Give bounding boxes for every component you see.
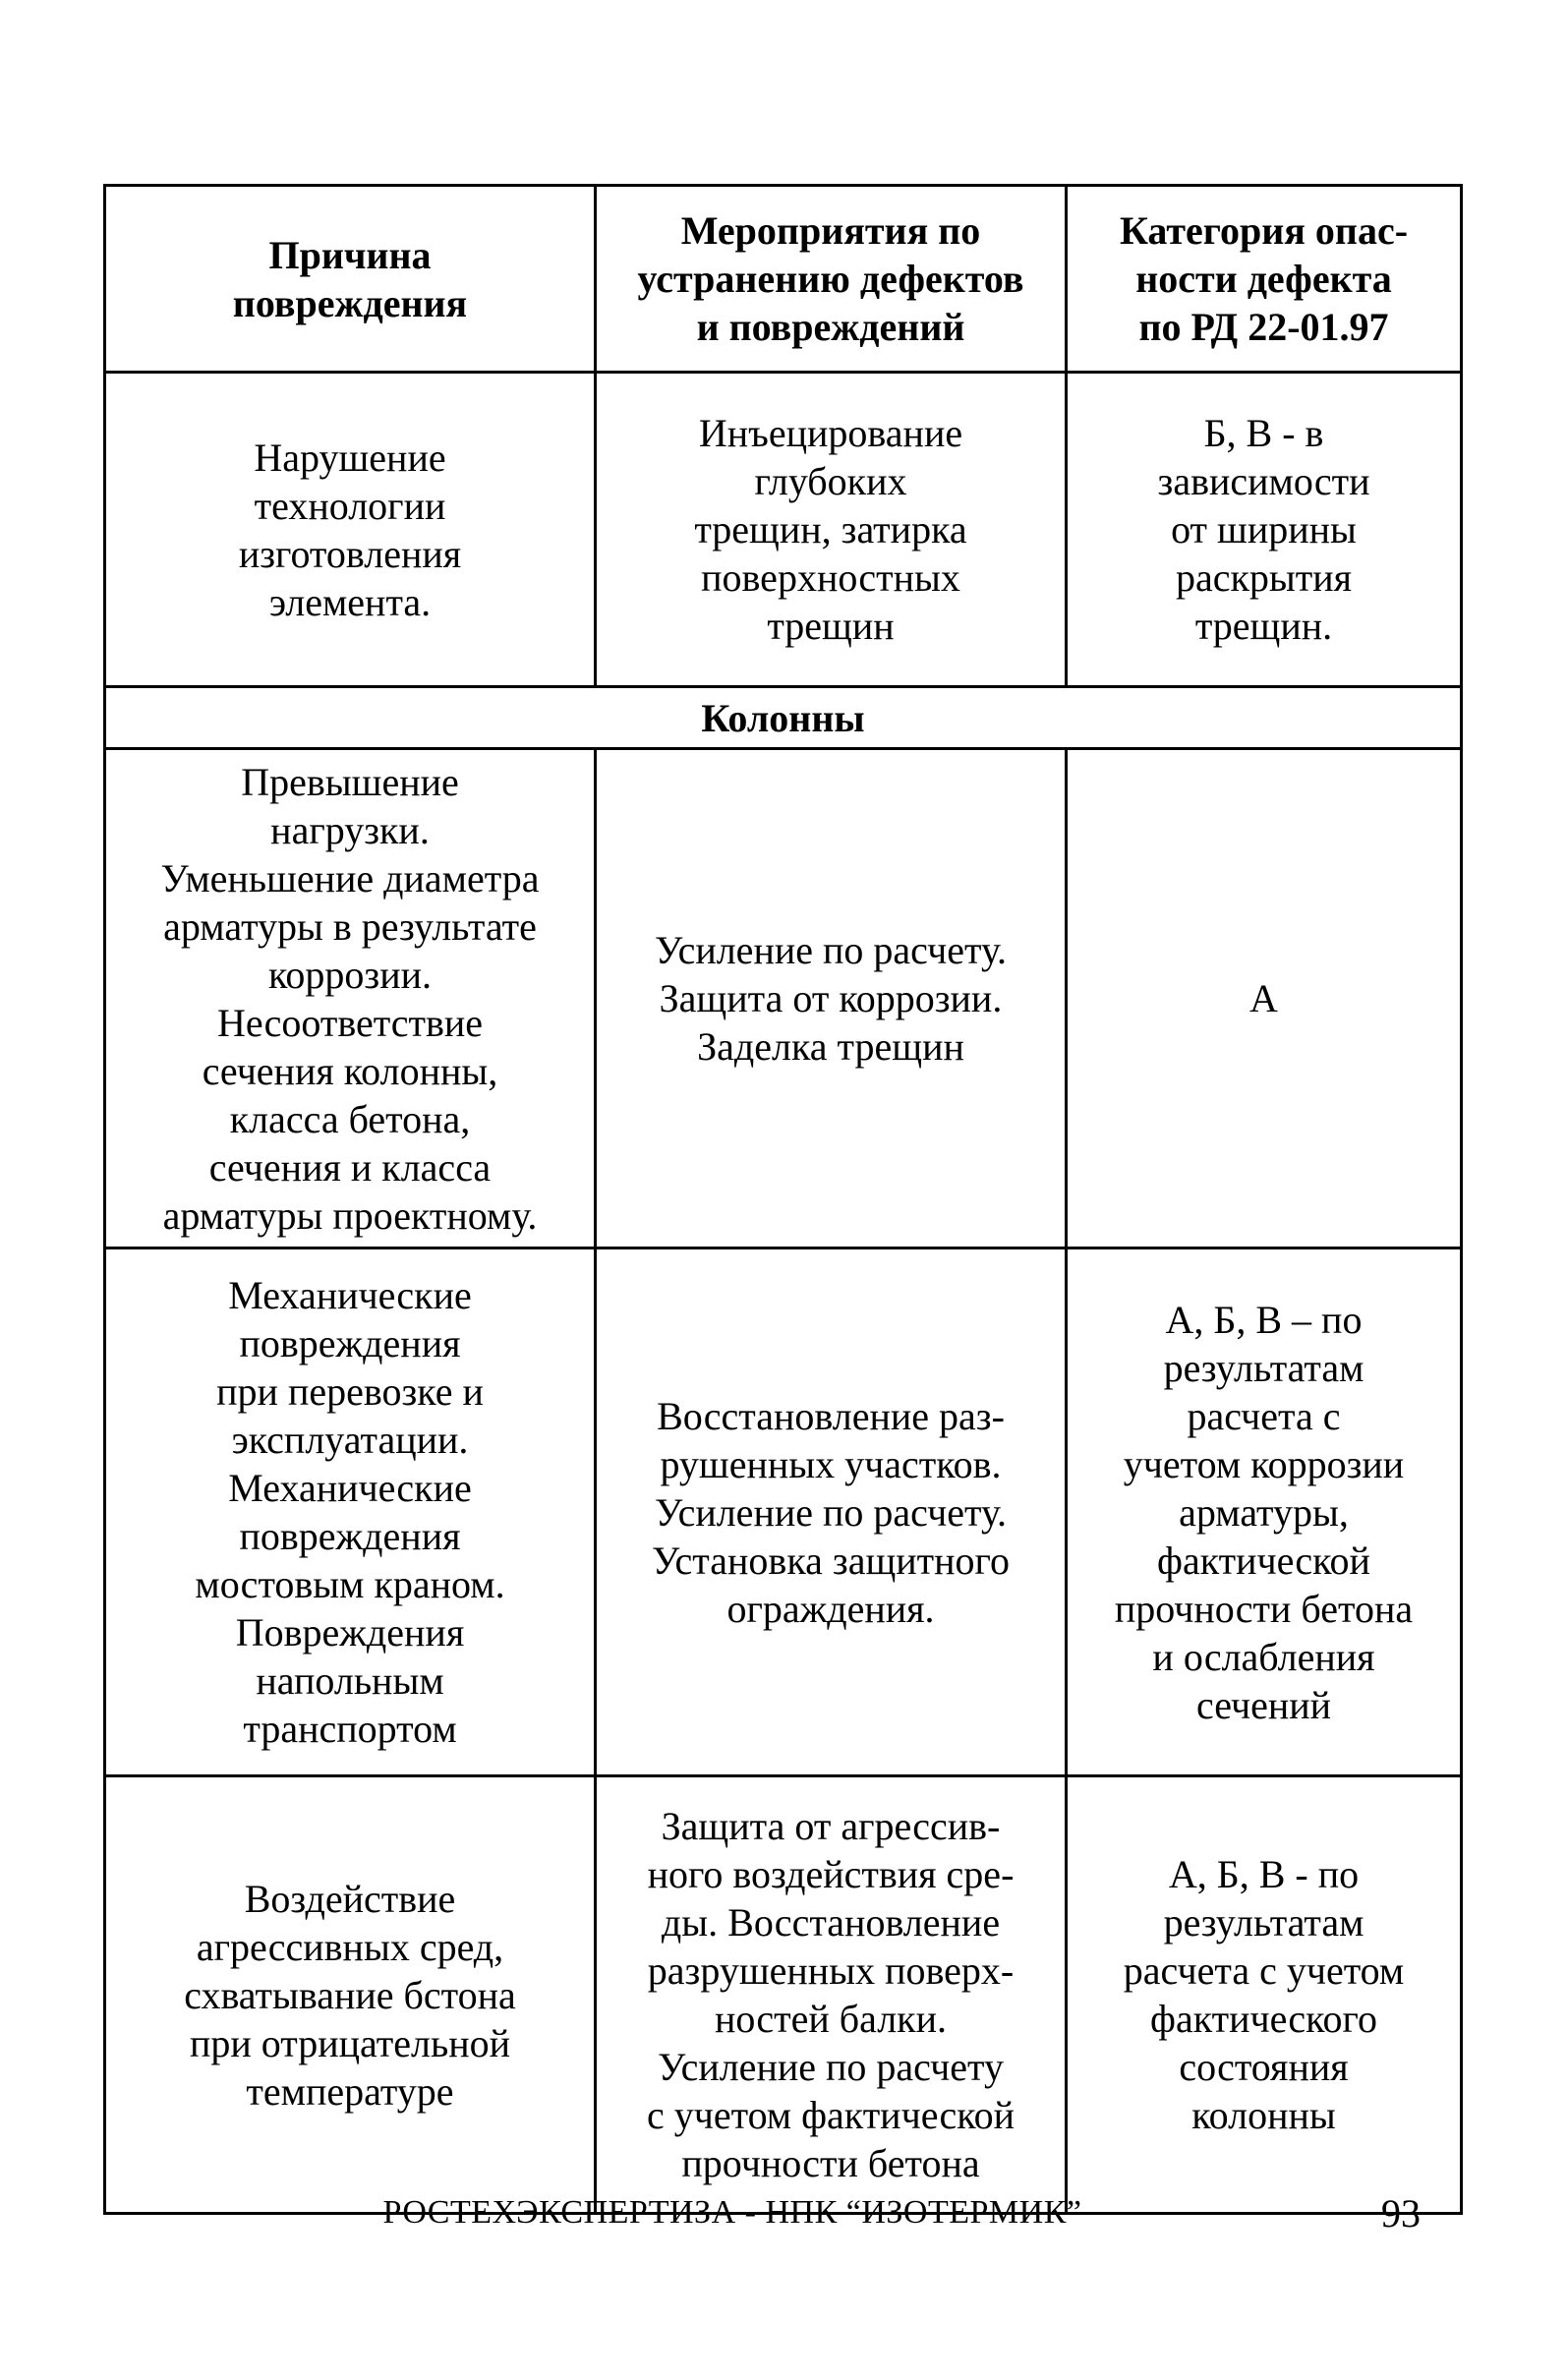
header-category: Категория опас- ности дефекта по РД 22-01.97 bbox=[1067, 186, 1462, 373]
cell-measures: Защита от агрессив- ного воздействия сре- ды. Восстановление разрушенных поверх- ностей балки. Усиление по расчету с учетом фактической прочности бетона bbox=[596, 1776, 1067, 2214]
cell-category: А bbox=[1067, 749, 1462, 1248]
cell-measures: Усиление по расчету. Защита от коррозии. Заделка трещин bbox=[596, 749, 1067, 1248]
page-footer bbox=[103, 2184, 1460, 2243]
cell-measures: Инъецирование глубоких трещин, затирка поверхностных трещин bbox=[596, 373, 1067, 687]
cell-cause: Воздействие агрессивных сред, схватывание бстона при отрицательной температуре bbox=[105, 1776, 596, 2214]
cell-measures: Восстановление раз- рушенных участков. Усиление по расчету. Установка защитного ограждения. bbox=[596, 1248, 1067, 1776]
defects-table bbox=[103, 184, 1463, 2215]
section-row bbox=[105, 687, 1462, 749]
header-measures: Мероприятия по устранению дефектов и повреждений bbox=[596, 186, 1067, 373]
cell-category: А, Б, В – по результатам расчета с учетом коррозии арматуры, фактической прочности бетона и ослабления сечений bbox=[1067, 1248, 1462, 1776]
header-cause: Причина повреждения bbox=[105, 186, 596, 373]
page-number: 93 bbox=[1381, 2191, 1421, 2235]
cell-cause: Превышение нагрузки. Уменьшение диаметра арматуры в результате коррозии. Несоответствие сечения колонны, класса бетона, сечения и класса арматуры проектному. bbox=[105, 749, 596, 1248]
table-row bbox=[105, 1776, 1462, 2214]
table-row bbox=[105, 1248, 1462, 1776]
cell-category: А, Б, В - по результатам расчета с учетом фактического состояния колонны bbox=[1067, 1776, 1462, 2214]
cell-cause: Механические повреждения при перевозке и эксплуатации. Механические повреждения мостовым краном. Повреждения напольным транспортом bbox=[105, 1248, 596, 1776]
table-row bbox=[105, 373, 1462, 687]
table-row bbox=[105, 749, 1462, 1248]
footer-publisher: РОСТЕХЭКСПЕРТИЗА - НПК “ИЗОТЕРМИК” bbox=[382, 2194, 1082, 2231]
cell-category: Б, В - в зависимости от ширины раскрытия трещин. bbox=[1067, 373, 1462, 687]
section-title: Колонны bbox=[105, 687, 1462, 749]
cell-cause: Нарушение технологии изготовления элемента. bbox=[105, 373, 596, 687]
table-header-row bbox=[105, 186, 1462, 373]
